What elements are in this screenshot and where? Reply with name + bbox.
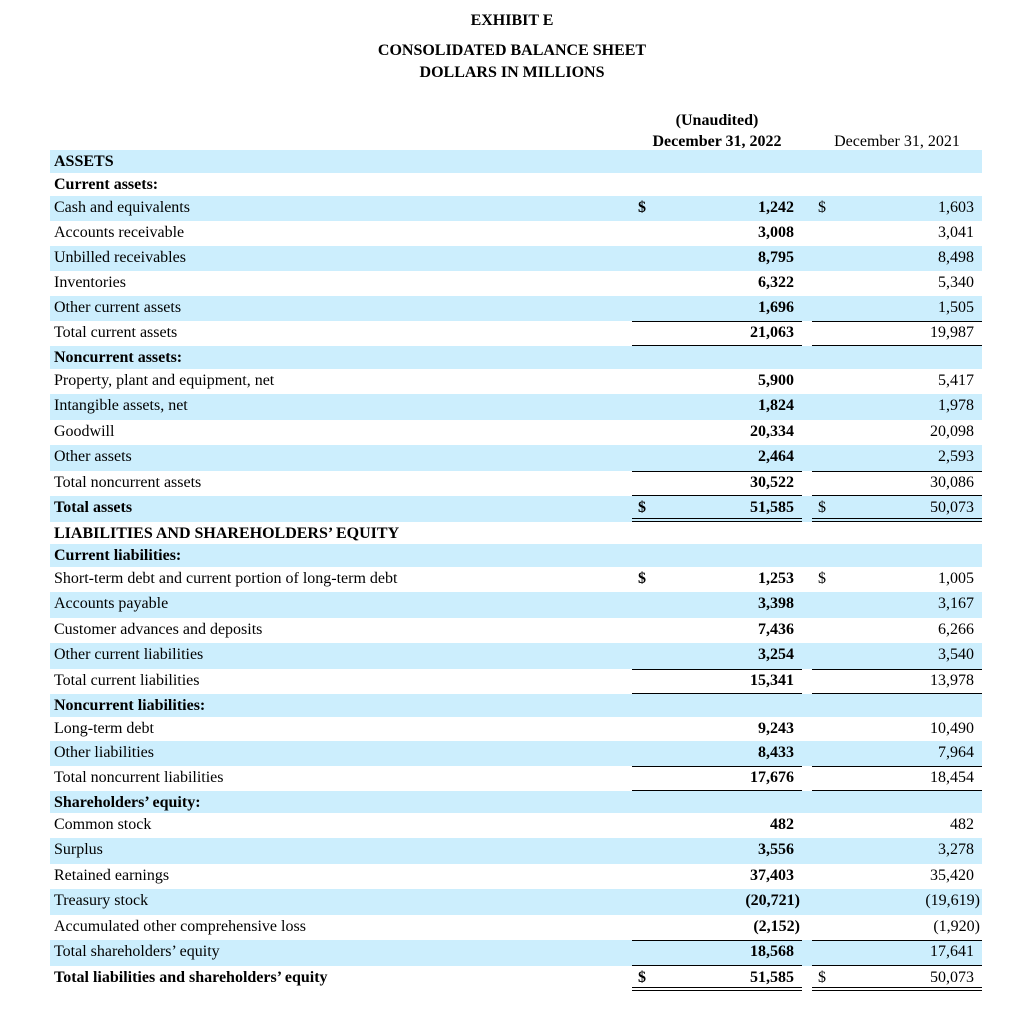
value-cell-2022 <box>632 717 802 741</box>
value-cell-2022 <box>632 246 802 271</box>
table-row <box>50 196 982 221</box>
row-label: Accounts receivable <box>54 224 185 241</box>
amount-value: 17,641 <box>930 943 974 960</box>
value-cell-2021 <box>812 717 982 741</box>
amount-value: 13,978 <box>930 672 974 689</box>
value-cell-2021 <box>812 471 982 496</box>
amount-value: 18,568 <box>750 943 794 960</box>
amount-value: 35,420 <box>930 867 974 884</box>
row-label: Other liabilities <box>54 744 154 761</box>
amount-value: 3,278 <box>938 841 974 858</box>
row-label: Cash and equivalents <box>54 199 190 216</box>
amount-value: 5,900 <box>758 372 794 389</box>
value-cell-2021 <box>812 246 982 271</box>
unaudited-label: (Unaudited) <box>675 112 759 129</box>
value-cell-2022 <box>632 567 802 592</box>
table-row <box>50 544 982 567</box>
value-cell-2021 <box>812 567 982 592</box>
amount-value: 19,987 <box>930 324 974 341</box>
value-cell-2022 <box>632 966 802 991</box>
amount-value: 8,433 <box>758 744 794 761</box>
currency-symbol: $ <box>638 969 646 986</box>
value-cell-2021 <box>812 966 982 991</box>
row-label: Accounts payable <box>54 595 169 612</box>
currency-symbol: $ <box>818 570 826 587</box>
value-cell-2022 <box>632 369 802 394</box>
value-cell-2022 <box>632 221 802 246</box>
value-cell-2022 <box>632 592 802 618</box>
value-cell-2021 <box>812 296 982 321</box>
amount-value: 5,340 <box>938 274 974 291</box>
amount-value: 1,242 <box>758 199 794 216</box>
row-label: Total current liabilities <box>54 672 200 689</box>
value-cell-2021 <box>812 369 982 394</box>
amount-value: 20,334 <box>750 423 794 440</box>
row-label: Total noncurrent assets <box>54 474 202 491</box>
table-row <box>50 346 982 369</box>
table-row <box>50 915 982 940</box>
row-label: Intangible assets, net <box>54 397 188 414</box>
value-cell-2021 <box>812 196 982 221</box>
amount-value: 1,824 <box>758 397 794 414</box>
value-cell-2022 <box>632 471 802 496</box>
amount-value: 30,522 <box>750 474 794 491</box>
value-cell-2021 <box>812 394 982 420</box>
table-row <box>50 618 982 643</box>
amount-value: 3,398 <box>758 595 794 612</box>
balance-sheet-table <box>50 150 982 991</box>
table-row <box>50 813 982 838</box>
value-cell-2021 <box>812 889 982 915</box>
amount-value: 3,167 <box>938 595 974 612</box>
amount-value: 7,436 <box>758 621 794 638</box>
units-label: DOLLARS IN MILLIONS <box>419 64 605 81</box>
value-cell-2021 <box>812 643 982 669</box>
amount-value: (20,721) <box>745 892 800 909</box>
table-row <box>50 592 982 618</box>
amount-value: 3,254 <box>758 646 794 663</box>
row-label: Long-term debt <box>54 720 154 737</box>
value-cell-2021 <box>812 813 982 838</box>
value-cell-2021 <box>812 915 982 940</box>
amount-value: 9,243 <box>758 720 794 737</box>
exhibit-label: EXHIBIT E <box>470 12 554 29</box>
amount-value: 10,490 <box>930 720 974 737</box>
amount-value: 50,073 <box>930 499 974 516</box>
table-row <box>50 889 982 915</box>
value-cell-2022 <box>632 296 802 321</box>
value-cell-2021 <box>812 741 982 766</box>
amount-value: 20,098 <box>930 423 974 440</box>
table-row <box>50 296 982 321</box>
amount-value: 482 <box>950 816 974 833</box>
value-cell-2022 <box>632 445 802 471</box>
row-label: ASSETS <box>54 153 114 170</box>
row-label: Short-term debt and current portion of long-term debt <box>54 570 398 587</box>
amount-value: 1,603 <box>938 199 974 216</box>
row-label: Other current assets <box>54 299 182 316</box>
value-cell-2022 <box>632 496 802 522</box>
amount-value: 1,505 <box>938 299 974 316</box>
amount-value: 21,063 <box>750 324 794 341</box>
table-row <box>50 567 982 592</box>
table-row <box>50 246 982 271</box>
row-label: Noncurrent liabilities: <box>54 697 206 714</box>
amount-value: 6,266 <box>938 621 974 638</box>
amount-value: 51,585 <box>750 969 794 986</box>
value-cell-2022 <box>632 889 802 915</box>
table-row <box>50 471 982 496</box>
value-cell-2022 <box>632 766 802 791</box>
row-label: Property, plant and equipment, net <box>54 372 275 389</box>
table-row <box>50 791 982 813</box>
value-cell-2021 <box>812 271 982 296</box>
amount-value: 5,417 <box>938 372 974 389</box>
value-cell-2022 <box>632 669 802 694</box>
amount-value: 3,540 <box>938 646 974 663</box>
row-label: Total noncurrent liabilities <box>54 769 224 786</box>
table-row <box>50 766 982 791</box>
amount-value: 2,593 <box>938 448 974 465</box>
table-row <box>50 420 982 445</box>
value-cell-2022 <box>632 321 802 346</box>
value-cell-2021 <box>812 618 982 643</box>
amount-value: (2,152) <box>753 918 800 935</box>
value-cell-2022 <box>632 813 802 838</box>
value-cell-2021 <box>812 420 982 445</box>
amount-value: 3,041 <box>938 224 974 241</box>
row-label: Current assets: <box>54 176 159 193</box>
table-row <box>50 221 982 246</box>
table-row <box>50 150 982 173</box>
value-cell-2021 <box>812 669 982 694</box>
value-cell-2022 <box>632 741 802 766</box>
amount-value: 8,498 <box>938 249 974 266</box>
amount-value: 6,322 <box>758 274 794 291</box>
column-header-2021: December 31, 2021 <box>812 133 982 153</box>
currency-symbol: $ <box>638 199 646 216</box>
amount-value: 17,676 <box>750 769 794 786</box>
value-cell-2021 <box>812 445 982 471</box>
amount-value: 1,978 <box>938 397 974 414</box>
row-label: Inventories <box>54 274 126 291</box>
row-label: Total assets <box>54 499 133 516</box>
value-cell-2022 <box>632 838 802 864</box>
column-header-2022: December 31, 2022 <box>632 133 802 153</box>
value-cell-2021 <box>812 221 982 246</box>
amount-value: 18,454 <box>930 769 974 786</box>
amount-value: 15,341 <box>750 672 794 689</box>
row-label: Common stock <box>54 816 152 833</box>
amount-value: 51,585 <box>750 499 794 516</box>
amount-value: 30,086 <box>930 474 974 491</box>
row-label: Noncurrent assets: <box>54 349 183 366</box>
table-row <box>50 369 982 394</box>
row-label: Goodwill <box>54 423 115 440</box>
table-row <box>50 394 982 420</box>
amount-value: 3,008 <box>758 224 794 241</box>
amount-value: 2,464 <box>758 448 794 465</box>
value-cell-2022 <box>632 420 802 445</box>
row-label: LIABILITIES AND SHAREHOLDERS’ EQUITY <box>54 525 400 542</box>
value-cell-2022 <box>632 196 802 221</box>
table-row <box>50 643 982 669</box>
row-label: Treasury stock <box>54 892 149 909</box>
row-label: Total liabilities and shareholders’ equity <box>54 969 328 986</box>
value-cell-2021 <box>812 864 982 889</box>
value-cell-2022 <box>632 271 802 296</box>
amount-value: 7,964 <box>938 744 974 761</box>
currency-symbol: $ <box>818 199 826 216</box>
value-cell-2021 <box>812 592 982 618</box>
table-row <box>50 445 982 471</box>
currency-symbol: $ <box>638 499 646 516</box>
table-row <box>50 669 982 694</box>
amount-value: (19,619) <box>925 892 980 909</box>
value-cell-2021 <box>812 321 982 346</box>
table-row <box>50 838 982 864</box>
amount-value: 1,253 <box>758 570 794 587</box>
row-label: Current liabilities: <box>54 547 182 564</box>
amount-value: 1,005 <box>938 570 974 587</box>
value-cell-2022 <box>632 940 802 966</box>
row-label: Shareholders’ equity: <box>54 794 201 811</box>
table-row <box>50 694 982 717</box>
row-label: Surplus <box>54 841 103 858</box>
amount-value: 8,795 <box>758 249 794 266</box>
row-label: Accumulated other comprehensive loss <box>54 918 306 935</box>
amount-value: 50,073 <box>930 969 974 986</box>
row-label: Retained earnings <box>54 867 170 884</box>
row-label: Other current liabilities <box>54 646 204 663</box>
table-row <box>50 321 982 346</box>
value-cell-2021 <box>812 838 982 864</box>
currency-symbol: $ <box>638 570 646 587</box>
value-cell-2022 <box>632 915 802 940</box>
amount-value: 37,403 <box>750 867 794 884</box>
row-label: Customer advances and deposits <box>54 621 263 638</box>
table-row <box>50 717 982 741</box>
currency-symbol: $ <box>818 499 826 516</box>
amount-value: 482 <box>770 816 794 833</box>
row-label: Total current assets <box>54 324 178 341</box>
table-row <box>50 271 982 296</box>
table-row <box>50 940 982 966</box>
value-cell-2022 <box>632 864 802 889</box>
value-cell-2022 <box>632 618 802 643</box>
table-row <box>50 496 982 522</box>
currency-symbol: $ <box>818 969 826 986</box>
value-cell-2021 <box>812 496 982 522</box>
table-row <box>50 741 982 766</box>
row-label: Unbilled receivables <box>54 249 186 266</box>
row-label: Total shareholders’ equity <box>54 943 220 960</box>
amount-value: 3,556 <box>758 841 794 858</box>
table-row <box>50 173 982 196</box>
table-row <box>50 864 982 889</box>
table-row <box>50 522 982 544</box>
value-cell-2022 <box>632 643 802 669</box>
amount-value: (1,920) <box>933 918 980 935</box>
value-cell-2021 <box>812 940 982 966</box>
value-cell-2021 <box>812 766 982 791</box>
amount-value: 1,696 <box>758 299 794 316</box>
table-row <box>50 966 982 991</box>
value-cell-2022 <box>632 394 802 420</box>
row-label: Other assets <box>54 448 132 465</box>
statement-title: CONSOLIDATED BALANCE SHEET <box>377 42 647 59</box>
